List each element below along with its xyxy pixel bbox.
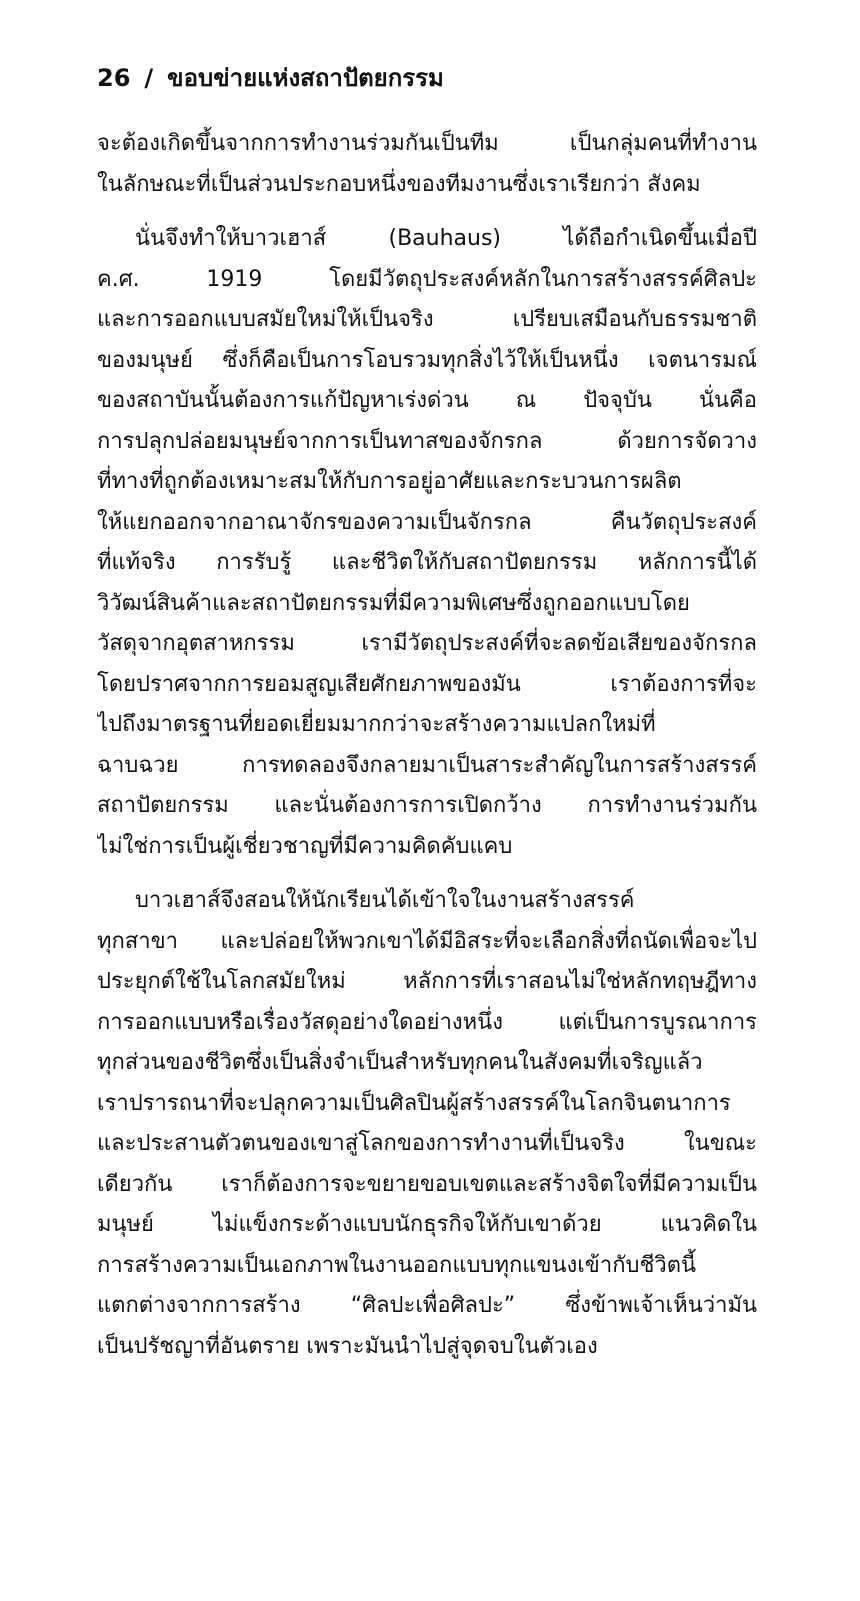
text-line: สถาปัตยกรรม และนั่นต้องการการเปิดกว้าง การทำงานร่วมกัน xyxy=(97,793,757,818)
text-line: วัสดุจากอุตสาหกรรม เรามีวัตถุประสงค์ที่จะลดข้อเสียของจักรกล xyxy=(97,631,757,656)
book-title: ขอบข่ายแห่งสถาปัตยกรรม xyxy=(167,64,444,92)
paragraph xyxy=(97,881,757,1367)
text-line: มนุษย์ ไม่แข็งกระด้างแบบนักธุรกิจให้กับเขาด้วย แนวคิดใน xyxy=(97,1212,757,1237)
text-line: ในลักษณะที่เป็นส่วนประกอบหนึ่งของทีมงานซึ่งเราเรียกว่า สังคม xyxy=(97,171,701,197)
text-line: การสร้างความเป็นเอกภาพในงานออกแบบทุกแขนงเข้ากับชีวิตนี้ xyxy=(97,1252,697,1278)
page-number: 26 xyxy=(97,64,131,92)
text-line: วิวัฒน์สินค้าและสถาปัตยกรรมที่มีความพิเศษซึ่งถูกออกแบบโดย xyxy=(97,590,690,616)
text-line: ทุกสาขา และปล่อยให้พวกเขาได้มีอิสระที่จะเลือกสิ่งที่ถนัดเพื่อจะไป xyxy=(97,928,757,954)
text-line: และการออกแบบสมัยใหม่ให้เป็นจริง เปรียบเสมือนกับธรรมชาติ xyxy=(97,307,757,332)
text-line: เราปรารถนาที่จะปลุกความเป็นศิลปินผู้สร้างสรรค์ในโลกจินตนาการ xyxy=(97,1090,731,1116)
text-line: เดียวกัน เราก็ต้องการจะขยายขอบเขตและสร้างจิตใจที่มีความเป็น xyxy=(97,1171,757,1197)
text-line: ไปถึงมาตรฐานที่ยอดเยี่ยมมากกว่าจะสร้างความแปลกใหม่ที่ xyxy=(97,712,656,737)
text-line: ที่ทางที่ถูกต้องเหมาะสมให้กับการอยู่อาศัยและกระบวนการผลิต xyxy=(97,469,682,494)
book-page xyxy=(97,58,757,1381)
text-line: เป็นปรัชญาที่อันตราย เพราะมันนำไปสู่จุดจบในตัวเอง xyxy=(97,1333,598,1359)
text-line: ของมนุษย์ ซึ่งก็คือเป็นการโอบรวมทุกสิ่งไว้ให้เป็นหนึ่ง เจตนารมณ์ xyxy=(97,347,757,373)
text-line: ประยุกต์ใช้ในโลกสมัยใหม่ หลักการที่เราสอนไม่ใช่หลักทฤษฎีทาง xyxy=(97,969,757,994)
paragraph xyxy=(97,124,757,205)
text-line: ไม่ใช่การเป็นผู้เชี่ยวชาญที่มีความคิดคับแคบ xyxy=(97,833,513,859)
text-line: โดยปราศจากการยอมสูญเสียศักยภาพของมัน เราต้องการที่จะ xyxy=(97,671,757,697)
paragraph xyxy=(97,219,757,867)
text-line: ฉาบฉวย การทดลองจึงกลายมาเป็นสาระสำคัญในการสร้างสรรค์ xyxy=(97,752,757,778)
text-line: ที่แท้จริง การรับรู้ และชีวิตให้กับสถาปัตยกรรม หลักการนี้ได้ xyxy=(97,550,757,575)
text-line: ของสถาบันนั้นต้องการแก้ปัญหาเร่งด่วน ณ ปัจจุบัน นั่นคือ xyxy=(97,388,757,413)
text-line: และประสานตัวตนของเขาสู่โลกของการทำงานที่เป็นจริง ในขณะ xyxy=(97,1131,757,1156)
text-line: การออกแบบหรือเรื่องวัสดุอย่างใดอย่างหนึ่ง แต่เป็นการบูรณาการ xyxy=(97,1009,757,1035)
text-line: ทุกส่วนของชีวิตซึ่งเป็นสิ่งจำเป็นสำหรับทุกคนในสังคมที่เจริญแล้ว xyxy=(97,1050,703,1075)
text-line: บาวเฮาส์จึงสอนให้นักเรียนได้เข้าใจในงานสร้างสรรค์ xyxy=(135,888,635,913)
text-line: การปลุกปล่อยมนุษย์จากการเป็นทาสของจักรกล ด้วยการจัดวาง xyxy=(97,428,757,454)
text-line: ให้แยกออกจากอาณาจักรของความเป็นจักรกล คืนวัตถุประสงค์ xyxy=(97,509,757,535)
running-header xyxy=(97,58,757,98)
text-line: แตกต่างจากการสร้าง “ศิลปะเพื่อศิลปะ” ซึ่งข้าพเจ้าเห็นว่ามัน xyxy=(97,1293,757,1318)
text-line: จะต้องเกิดขึ้นจากการทำงานร่วมกันเป็นทีม เป็นกลุ่มคนที่ทำงาน xyxy=(97,131,757,156)
header-separator: / xyxy=(144,64,154,92)
body-text xyxy=(97,124,757,1367)
text-line: นั่นจึงทำให้บาวเฮาส์ (Bauhaus) ได้ถือกำเนิดขึ้นเมื่อปี xyxy=(135,226,757,251)
text-line: ค.ศ. 1919 โดยมีวัตถุประสงค์หลักในการสร้างสรรค์ศิลปะ xyxy=(97,266,757,292)
